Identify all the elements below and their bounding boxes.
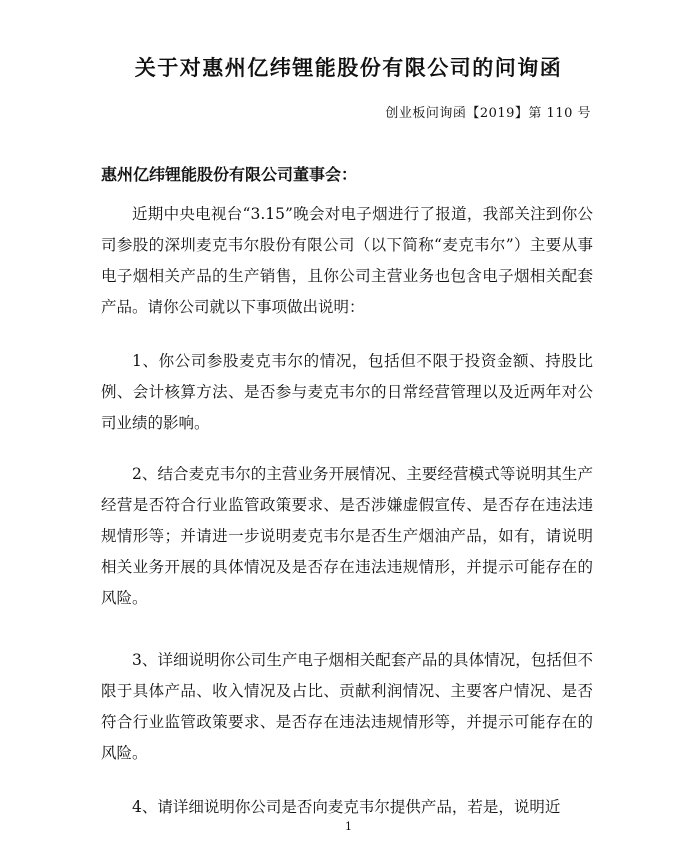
document-title: 关于对惠州亿纬锂能股份有限公司的问询函 bbox=[134, 55, 563, 80]
page-number: 1 bbox=[345, 820, 352, 833]
paragraph-item-4: 4、请详细说明你公司是否向麦克韦尔提供产品，若是，说明近 bbox=[132, 798, 561, 816]
paragraph-intro: 近期中央电视台“3.15”晚会对电子烟进行了报道，我部关注到你公司参股的深圳麦克韦尔股份有限公司（以下简称“麦克韦尔”）主要从事电子烟相关产品的生产销售，且你公司主营业务也包含电子烟相关配套产品。请你公司就以下事项做出说明： bbox=[101, 205, 593, 316]
salutation: 惠州亿纬锂能股份有限公司董事会： bbox=[101, 165, 358, 184]
paragraph-item-1: 1、你公司参股麦克韦尔的情况，包括但不限于投资金额、持股比例、会计核算方法、是否参与麦克韦尔的日常经营管理以及近两年对公司业绩的影响。 bbox=[101, 352, 593, 432]
paragraph-item-3: 3、详细说明你公司生产电子烟相关配套产品的具体情况，包括但不限于具体产品、收入情况及占比、贡献利润情况、主要客户情况、是否符合行业监管政策要求、是否存在违法违规情形等，并提示可能存在的风险。 bbox=[101, 651, 593, 762]
document-number: 创业板问询函【2019】第 110 号 bbox=[385, 106, 591, 121]
paragraph-item-2: 2、结合麦克韦尔的主营业务开展情况、主要经营模式等说明其生产经营是否符合行业监管政策要求、是否涉嫌虚假宣传、是否存在违法违规情形等；并请进一步说明麦克韦尔是否生产烟油产品，如有，请说明相关业务开展的具体情况及是否存在违法违规情形，并提示可能存在的风险。 bbox=[101, 465, 593, 607]
